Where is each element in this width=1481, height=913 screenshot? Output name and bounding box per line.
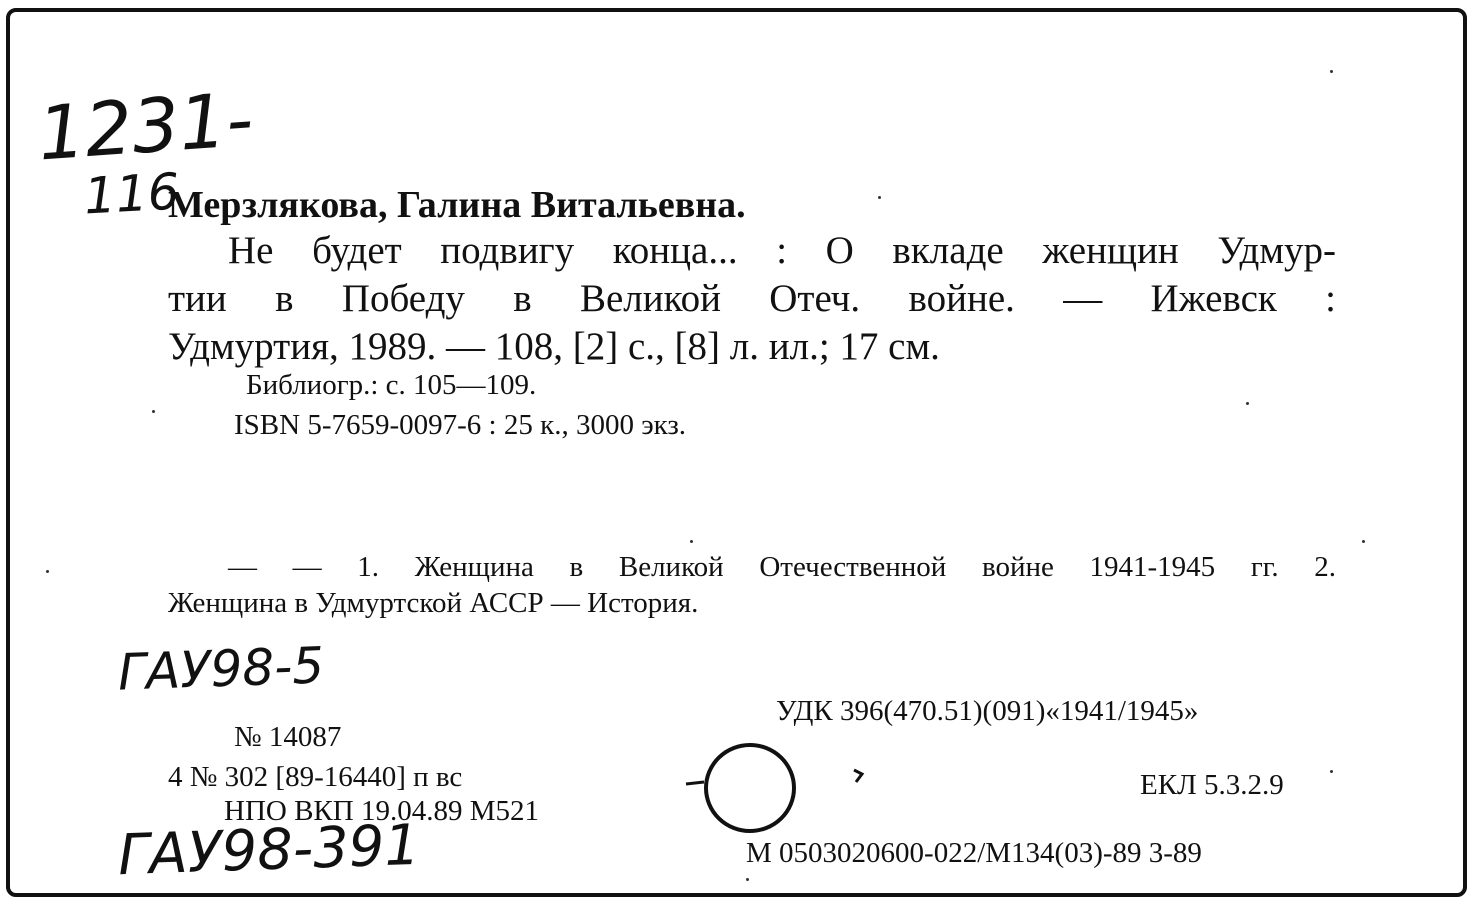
speck (152, 410, 155, 413)
subject-line-1: — — 1. Женщина в Великой Отечественной войне 1941-1945 гг. 2. (228, 551, 1336, 583)
handwritten-code-mid: ГАУ98-5 (117, 636, 325, 702)
speck (1246, 402, 1249, 405)
handwritten-call-number-suffix: 116 (82, 162, 181, 226)
speck (46, 570, 49, 573)
speck (878, 196, 881, 199)
isbn-note: ISBN 5-7659-0097-6 : 25 к., 3000 экз. (234, 409, 687, 441)
speck (690, 540, 693, 543)
speck (746, 878, 749, 881)
subject-line-2: Женщина в Удмуртской АССР — История. (168, 587, 699, 619)
catalog-code: М 0503020600-022/М134(03)-89 3-89 (746, 837, 1202, 869)
title-line-3: Удмуртия, 1989. — 108, [2] с., [8] л. ил.; 17 см. (168, 325, 940, 368)
udk-code: УДК 396(470.51)(091)«1941/1945» (776, 695, 1199, 727)
handwritten-call-number-top: 1231- (35, 76, 256, 178)
author-heading: Мерзлякова, Галина Витальевна. (168, 184, 746, 226)
bibliography-note: Библиогр.: с. 105—109. (246, 369, 537, 401)
speck (1362, 540, 1365, 543)
circle-mark-icon (684, 738, 804, 838)
handwritten-code-bottom: ГАУ98-391 (116, 812, 422, 889)
speck (1330, 770, 1333, 773)
speck (1330, 70, 1333, 73)
ekl-code: ЕКЛ 5.3.2.9 (1140, 769, 1284, 801)
npo-info: НПО ВКП 19.04.89 М521 (224, 795, 539, 827)
order-info: 4 № 302 [89-16440] п вс (168, 761, 463, 793)
tick-mark-icon (852, 768, 866, 784)
title-line-1: Не будет подвигу конца... : О вкладе женщин Удмур- (228, 229, 1336, 272)
card-number: № 14087 (234, 721, 342, 753)
title-line-2: тии в Победу в Великой Отеч. войне. — Ижевск : (168, 277, 1336, 320)
